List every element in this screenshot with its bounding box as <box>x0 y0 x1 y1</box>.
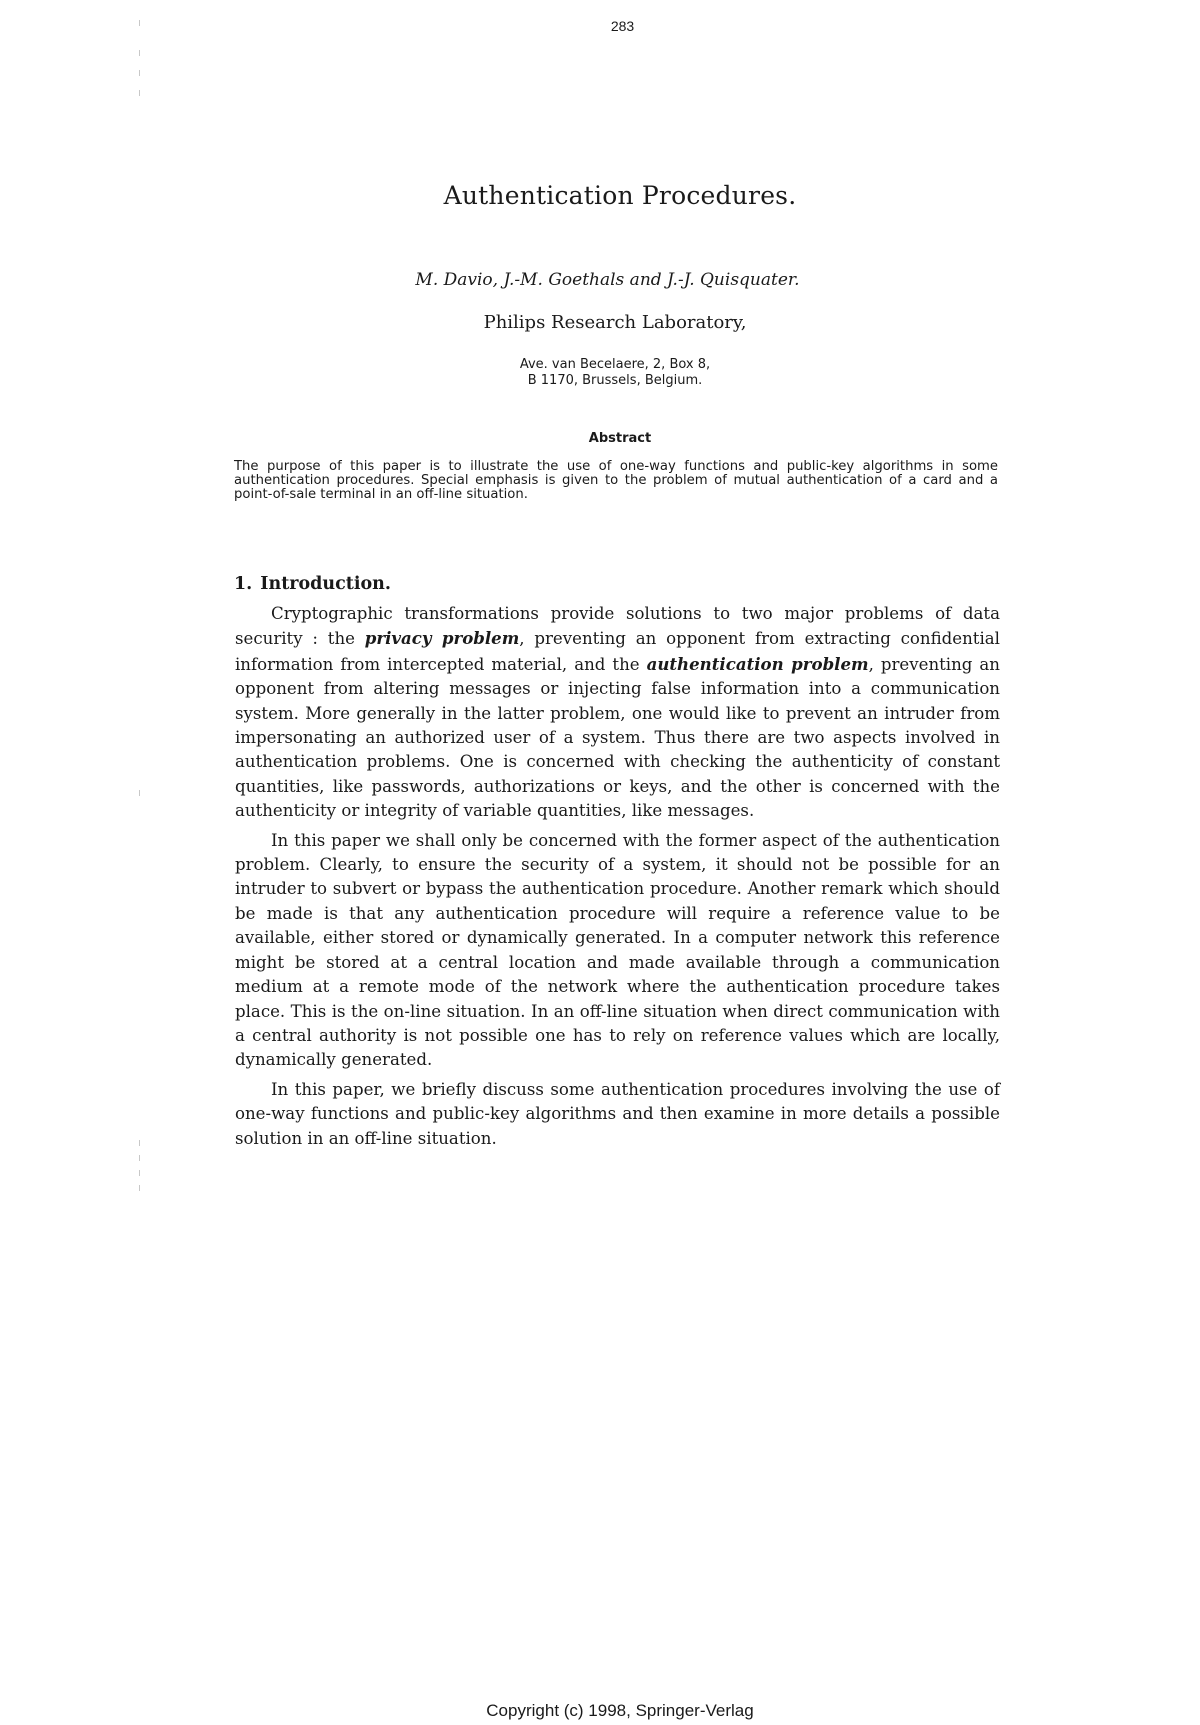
paragraph-2: In this paper we shall only be concerned with the former aspect of the authentication problem. Clearly, to ensure the security of a system, it should not be possible for an intruder to subvert or bypass the authentication procedure. Another remark which should be made is that any authentication procedure will require a reference value to be available, either stored or dynamically generated. In a computer network this reference might be stored at a central location and made available through a communication medium at a remote mode of the network where the authentication procedure takes place. This is the on-line situation. In an off-line situation when direct communication with a central authority is not possible one has to rely on reference values which are locally, dynamically generated. <box>235 830 1000 1070</box>
paper-affiliation: Philips Research Laboratory, <box>483 312 747 333</box>
section-title: Introduction. <box>260 574 392 594</box>
paper-authors: M. Davio, J.-M. Goethals and J.-J. Quisquater. <box>415 270 800 290</box>
section-heading-introduction <box>234 574 399 594</box>
paper-title: Authentication Procedures. <box>443 181 797 210</box>
paragraph-3: In this paper, we briefly discuss some authentication procedures involving the use of one-way functions and public-key algorithms and then examine in more details a possible solution in an off-line situation. <box>235 1079 1000 1148</box>
paragraph-1-part-a: Cryptographic transformations provide solutions to two major problems of data security : the <box>235 604 1000 649</box>
abstract-heading: Abstract <box>588 431 652 446</box>
paragraph-1-part-b: , preventing an opponent from extracting confidential information from intercepted material, and the <box>235 629 1000 674</box>
address-line-1: Ave. van Becelaere, 2, Box 8, <box>519 357 711 372</box>
section-number: 1. <box>234 574 253 594</box>
paragraph-1-part-c: , preventing an opponent from altering messages or injecting false information into a communication system. More generally in the latter problem, one would like to prevent an intruder from impersonating an authorized user of a system. Thus there are two aspects involved in authentication problems. One is concerned with checking the authenticity of constant quantities, like passwords, authorizations or keys, and the other is concerned with the authenticity or integrity of variable quantities, like messages. <box>235 654 1000 821</box>
paragraph-1 <box>235 602 1000 824</box>
paper-address <box>0 357 1200 389</box>
page-number: 283 <box>610 18 635 34</box>
abstract-text: The purpose of this paper is to illustrate the use of one-way functions and public-key algorithms in some authentication procedures. Special emphasis is given to the problem of mutual authentication of a card and a point-of-sale terminal in an off-line situation. <box>234 459 998 502</box>
term-authentication-problem: authentication problem <box>646 653 869 674</box>
section-body <box>235 602 1000 1156</box>
copyright-notice: Copyright (c) 1998, Springer-Verlag <box>486 1701 754 1720</box>
term-privacy-problem: privacy problem <box>364 628 520 649</box>
address-line-2: B 1170, Brussels, Belgium. <box>527 373 703 388</box>
